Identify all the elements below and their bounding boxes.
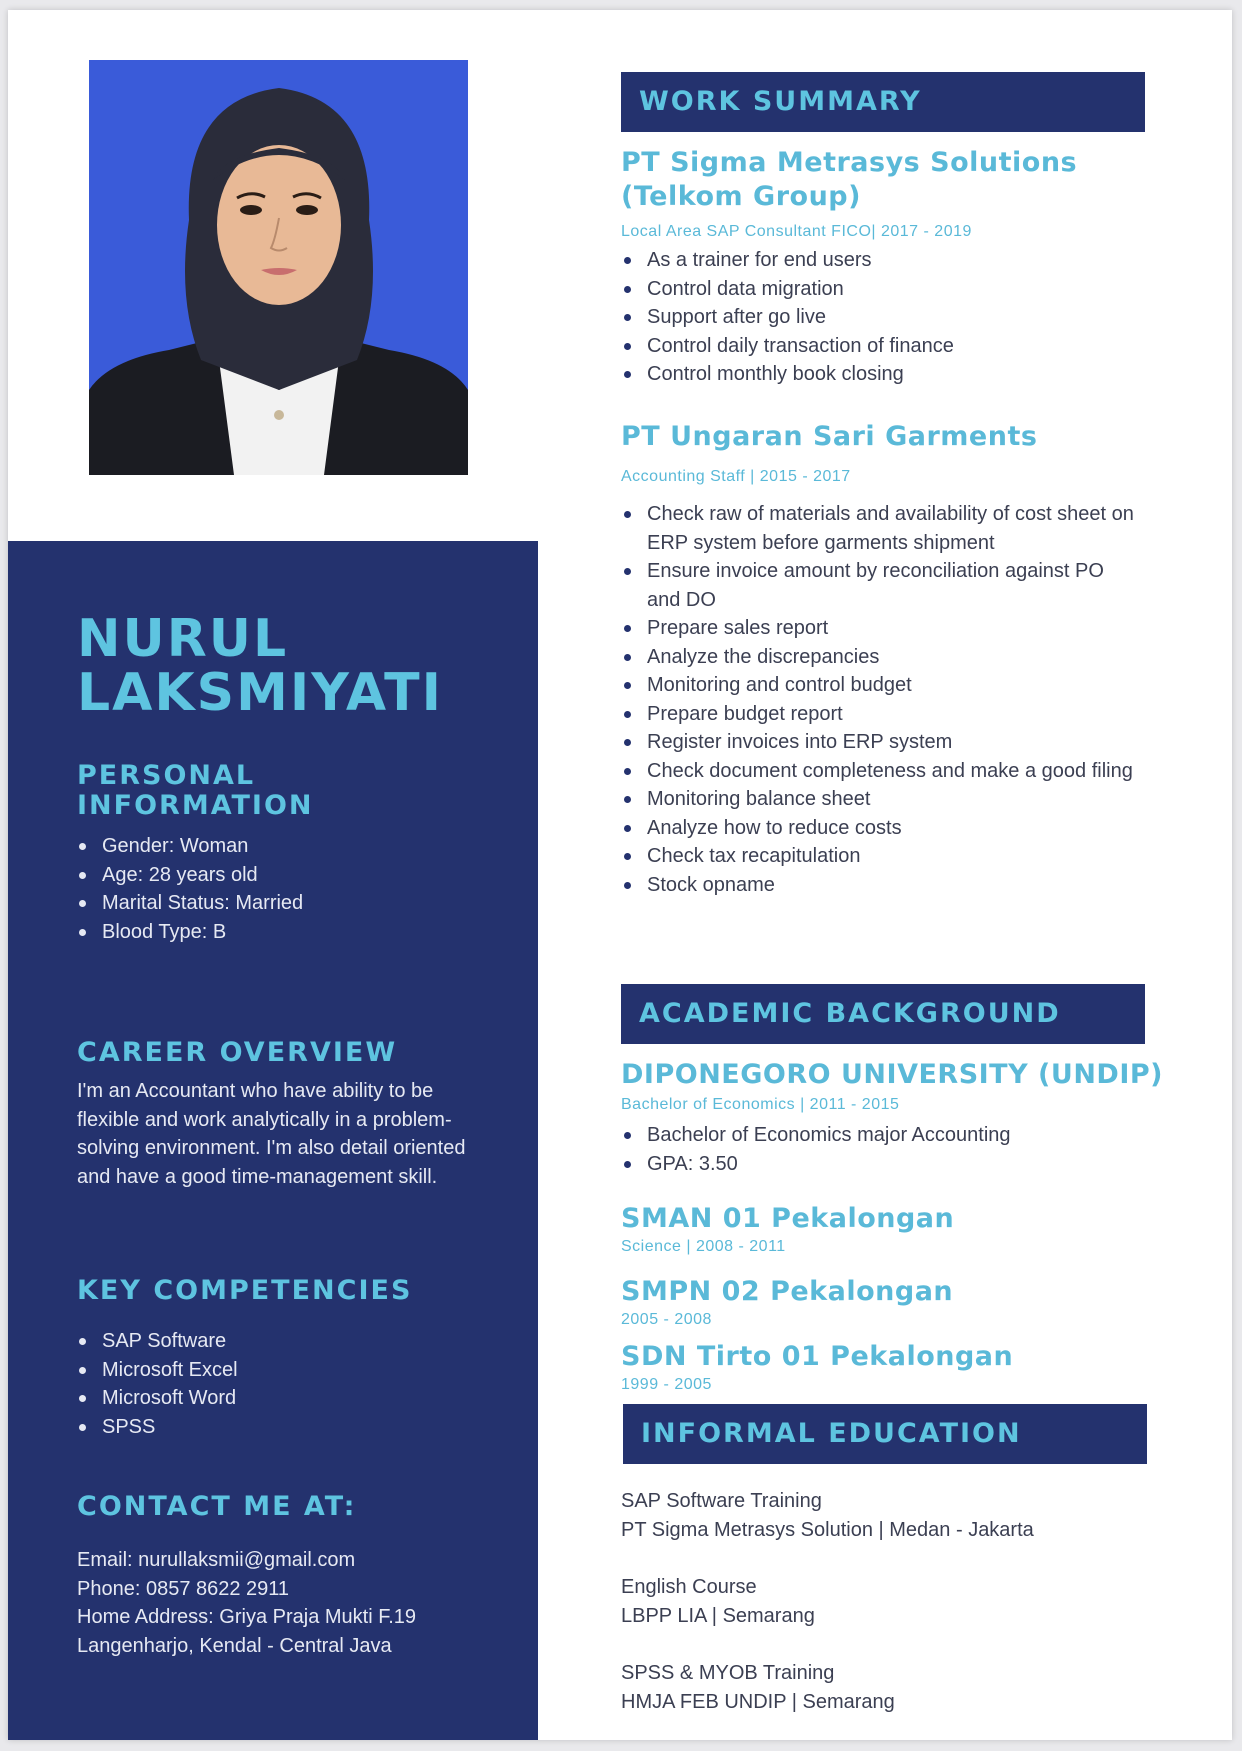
list-item: Microsoft Word [77, 1384, 238, 1413]
list-item: Prepare budget report [621, 700, 1141, 729]
heading-line: INFORMATION [77, 790, 314, 821]
company-line: PT Sigma Metrasys Solutions [621, 147, 1078, 178]
contact-phone: Phone: 0857 8622 2911 [77, 1577, 290, 1600]
school-name: SDN Tirto 01 Pekalongan [621, 1341, 1014, 1372]
list-item: SAP Software [77, 1327, 238, 1356]
school-name: DIPONEGORO UNIVERSITY (UNDIP) [621, 1059, 1164, 1090]
list-item: Register invoices into ERP system [621, 728, 1141, 757]
list-item: Prepare sales report [621, 614, 1141, 643]
list-item: SPSS [77, 1413, 238, 1442]
school-detail: Bachelor of Economics | 2011 - 2015 [621, 1096, 900, 1113]
list-item: Monitoring and control budget [621, 671, 1141, 700]
school-points-list [621, 1121, 1141, 1178]
informal-education-heading: INFORMAL EDUCATION [623, 1404, 1147, 1464]
list-item: Blood Type: B [77, 918, 303, 947]
contact-address: Home Address: Griya Praja Mukti F.19 [77, 1606, 417, 1628]
informal-course-title: SAP Software Training [621, 1490, 822, 1512]
contact-address-city: Langenharjo, Kendal - Central Java [77, 1634, 392, 1657]
profile-photo [89, 60, 468, 475]
informal-course-provider: PT Sigma Metrasys Solution | Medan - Jakarta [621, 1519, 1034, 1541]
list-item: Control data migration [621, 275, 1141, 304]
school-name: SMPN 02 Pekalongan [621, 1276, 954, 1307]
academic-background-heading: ACADEMIC BACKGROUND [621, 984, 1145, 1044]
informal-course-title: SPSS & MYOB Training [621, 1662, 835, 1684]
job-duties-list [621, 500, 1141, 899]
heading-line: PERSONAL [77, 760, 256, 791]
list-item: Check document completeness and make a good filing [621, 757, 1141, 786]
school-detail: 1999 - 2005 [621, 1376, 712, 1393]
list-item: Control monthly book closing [621, 360, 1141, 389]
informal-course-provider: HMJA FEB UNDIP | Semarang [621, 1691, 895, 1713]
list-item: Analyze how to reduce costs [621, 814, 1141, 843]
work-summary-heading: WORK SUMMARY [621, 72, 1145, 132]
job-role: Local Area SAP Consultant FICO| 2017 - 2019 [621, 223, 972, 240]
key-competencies-heading: KEY COMPETENCIES [77, 1275, 413, 1306]
list-item: Stock opname [621, 871, 1141, 900]
career-overview-heading: CAREER OVERVIEW [77, 1037, 398, 1068]
informal-course-provider: LBPP LIA | Semarang [621, 1605, 815, 1627]
career-overview-text: I'm an Accountant who have ability to be flexible and work analytically in a problem-solving environment. I'm also detail oriented and have a good time-management skill. [77, 1080, 466, 1188]
list-item: Monitoring balance sheet [621, 785, 1141, 814]
informal-course-title: English Course [621, 1576, 757, 1598]
school-detail: Science | 2008 - 2011 [621, 1238, 786, 1255]
list-item: Analyze the discrepancies [621, 643, 1141, 672]
school-detail: 2005 - 2008 [621, 1311, 712, 1328]
resume-page [8, 10, 1232, 1740]
name-first: NURUL [77, 609, 289, 669]
job-role: Accounting Staff | 2015 - 2017 [621, 468, 851, 485]
list-item: GPA: 3.50 [621, 1150, 1141, 1179]
list-item: Ensure invoice amount by reconciliation against PO and DO [621, 557, 1141, 614]
list-item: As a trainer for end users [621, 246, 1141, 275]
contact-email: Email: nurullaksmii@gmail.com [77, 1549, 356, 1571]
list-item: Support after go live [621, 303, 1141, 332]
list-item: Age: 28 years old [77, 861, 303, 890]
list-item: Bachelor of Economics major Accounting [621, 1121, 1141, 1150]
school-name: SMAN 01 Pekalongan [621, 1203, 955, 1234]
personal-information-list [77, 832, 303, 946]
contact-details [77, 1546, 517, 1660]
company-line: (Telkom Group) [621, 181, 861, 212]
profile-photo-illustration [89, 60, 468, 475]
contact-heading: CONTACT ME AT: [77, 1491, 357, 1522]
job-company: PT Ungaran Sari Garments [621, 421, 1038, 452]
list-item: Check tax recapitulation [621, 842, 1141, 871]
name-last: LAKSMIYATI [77, 663, 443, 723]
list-item: Gender: Woman [77, 832, 303, 861]
list-item: Microsoft Excel [77, 1356, 238, 1385]
list-item: Check raw of materials and availability of cost sheet on ERP system before garments shipment [621, 500, 1141, 557]
key-competencies-list [77, 1327, 238, 1441]
job-company [621, 146, 1181, 214]
job-duties-list [621, 246, 1141, 389]
list-item: Marital Status: Married [77, 889, 303, 918]
personal-information-heading [77, 761, 314, 821]
left-sidebar-panel [8, 541, 538, 1740]
candidate-name [77, 609, 443, 723]
list-item: Control daily transaction of finance [621, 332, 1141, 361]
